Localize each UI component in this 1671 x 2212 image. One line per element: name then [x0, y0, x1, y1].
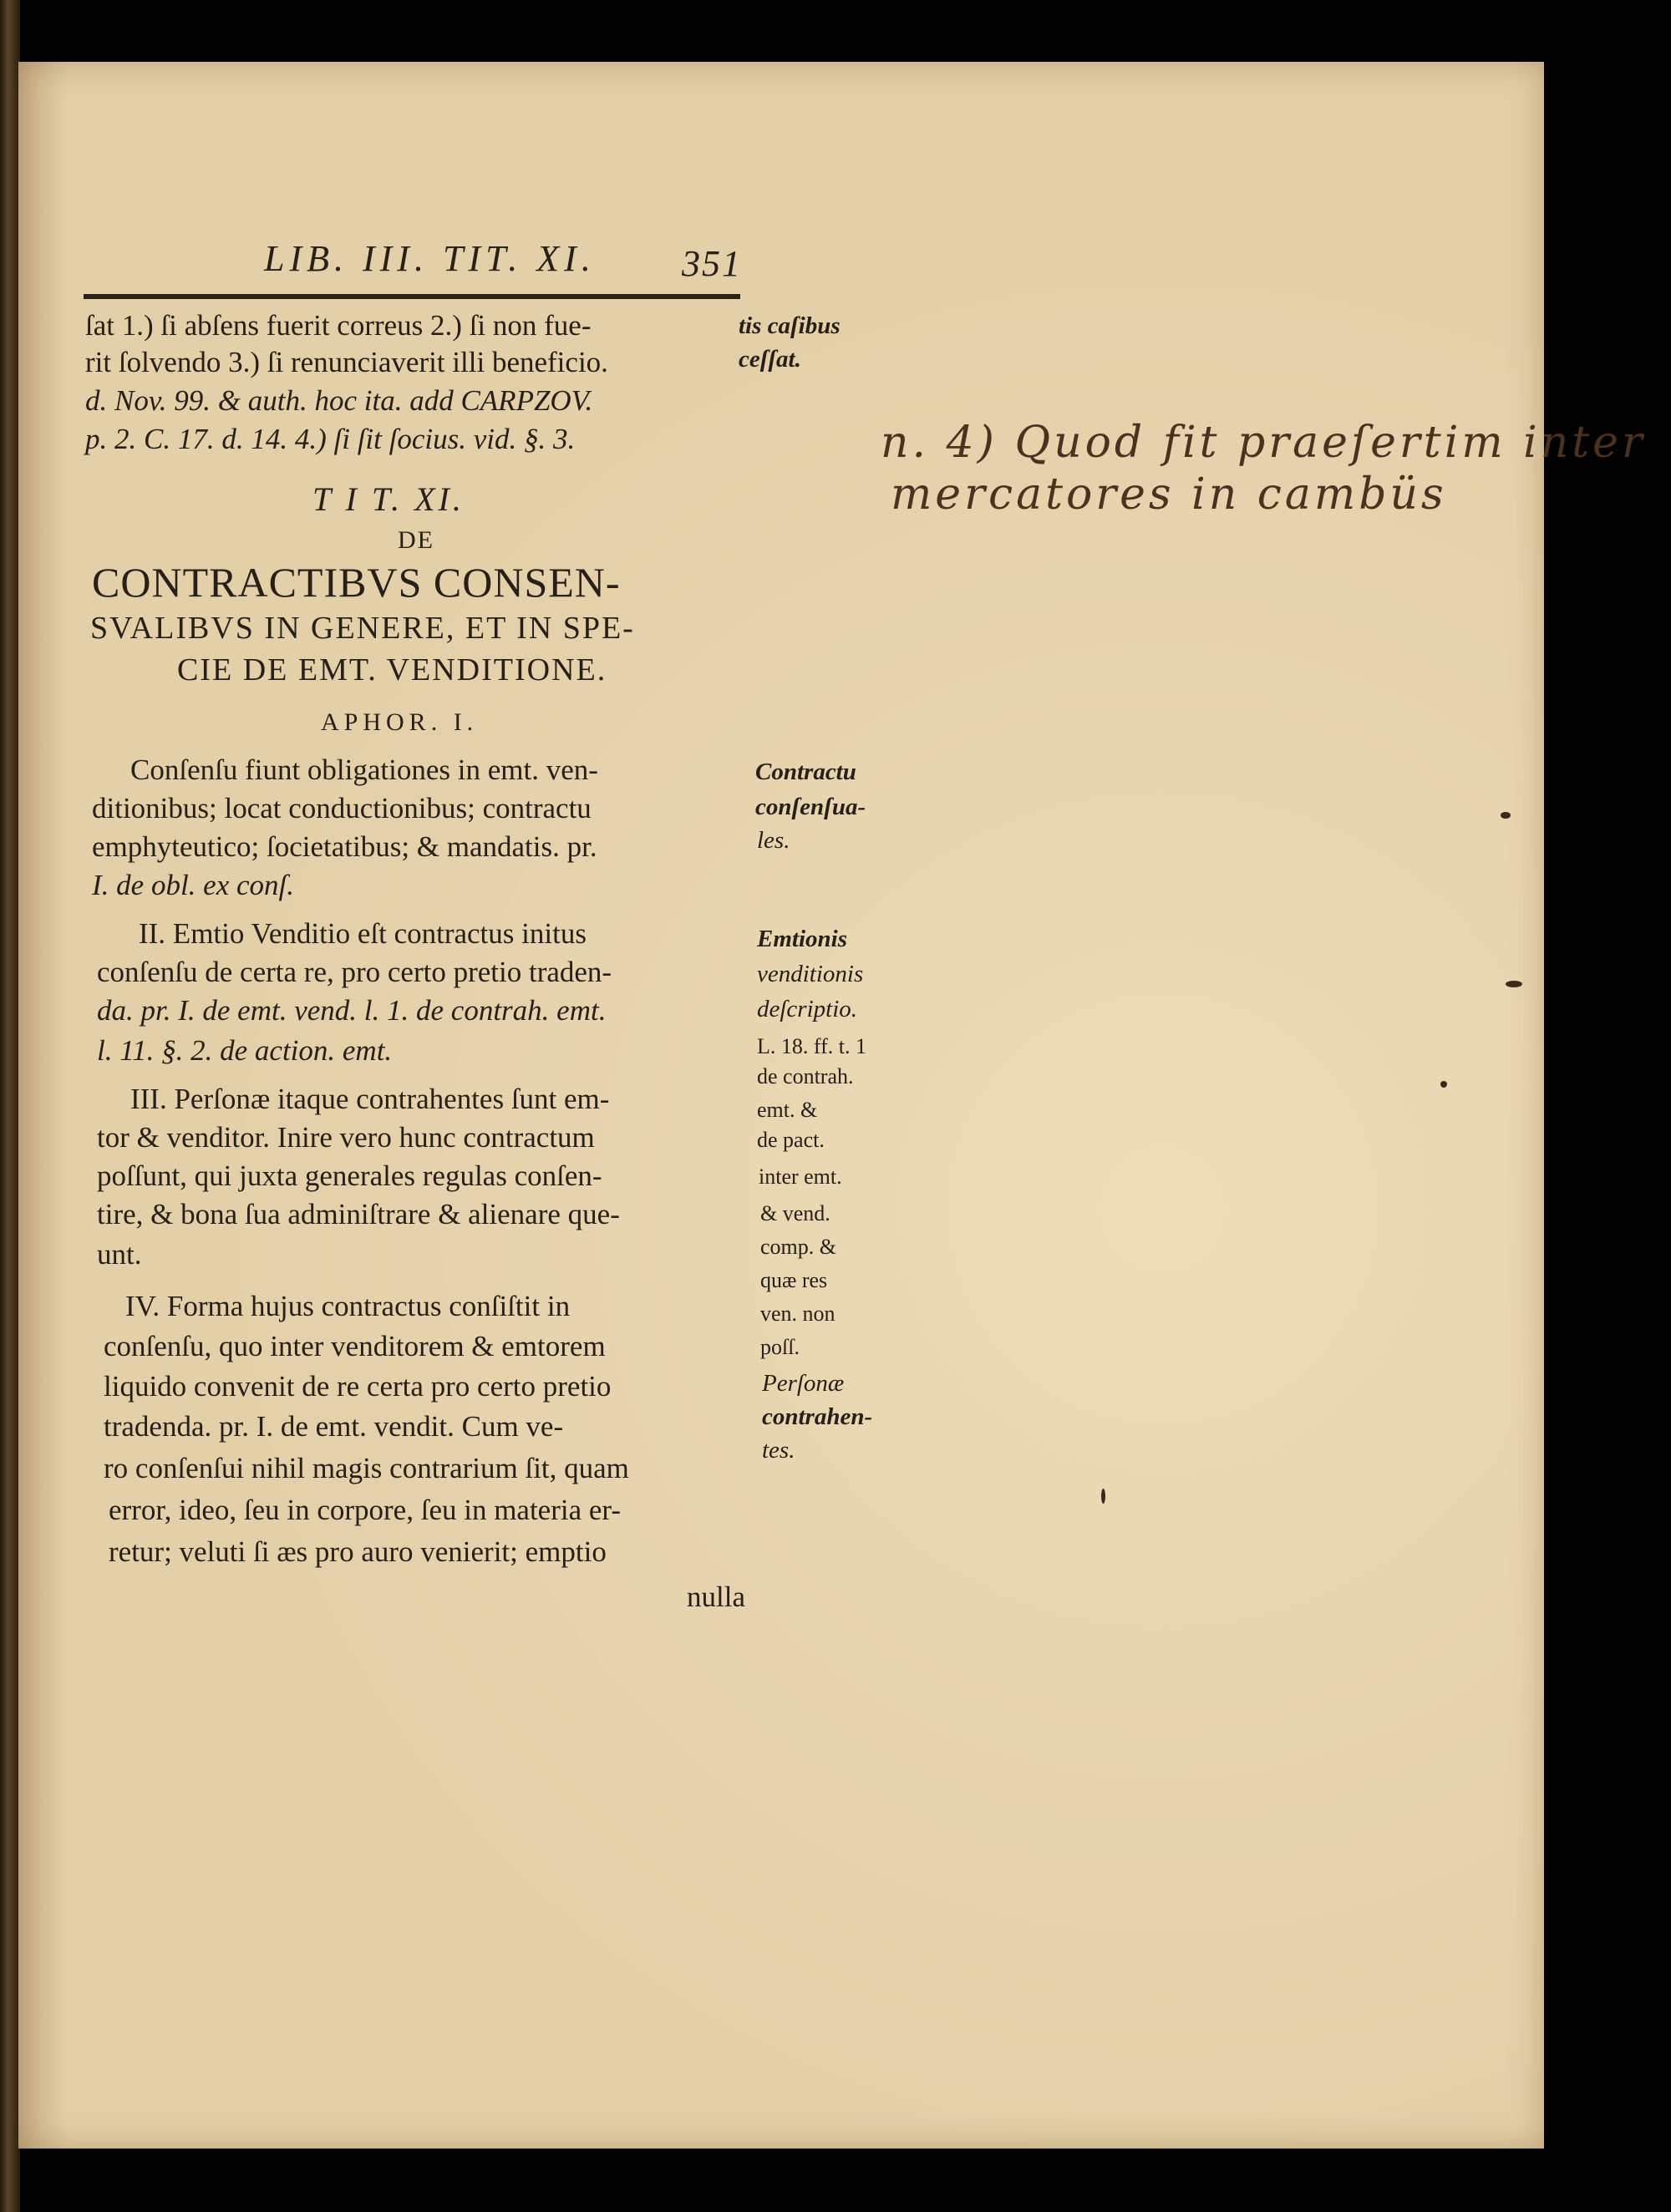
header-rule: [84, 294, 740, 299]
text-line: conſenſu, quo inter venditorem & emtorem: [104, 1330, 606, 1362]
title-tit: T I T. XI.: [312, 480, 465, 518]
title-line-3: CIE DE EMT. VENDITIONE.: [177, 652, 607, 687]
text-line: rit ſolvendo 3.) ſi renunciaverit illi beneficio.: [85, 346, 608, 378]
page-number: 351: [682, 243, 742, 284]
margin-note: venditionis: [757, 961, 864, 987]
text-line: l. 11. §. 2. de action. emt.: [97, 1034, 393, 1067]
text-line: d. Nov. 99. & auth. hoc ita. add CARPZOV.: [85, 384, 593, 417]
text-line: p. 2. C. 17. d. 14. 4.) ſi ſit ſocius. vid. §. 3.: [85, 423, 576, 455]
margin-note: tes.: [762, 1437, 795, 1464]
text-line: I. de obl. ex conſ.: [92, 869, 294, 901]
text-line: poſſunt, qui juxta generales regulas conſen-: [97, 1159, 602, 1192]
margin-note: deſcriptio.: [757, 996, 858, 1022]
margin-note: contrahen-: [762, 1403, 873, 1430]
margin-note: Contractu: [755, 758, 856, 785]
text-line: tradenda. pr. I. de emt. vendit. Cum ve-: [104, 1410, 564, 1443]
aphorism-heading: APHOR. I.: [321, 708, 479, 736]
catchword: nulla: [687, 1580, 745, 1613]
margin-note: ceſſat.: [739, 346, 801, 373]
text-line: da. pr. I. de emt. vend. l. 1. de contrah. emt.: [97, 994, 607, 1027]
margin-note: ven. non: [760, 1301, 836, 1326]
margin-note: les.: [757, 827, 790, 854]
text-line: II. Emtio Venditio eſt contractus initus: [139, 917, 587, 950]
text-line: IV. Forma hujus contractus conſiſtit in: [125, 1290, 571, 1322]
text-line: unt.: [97, 1238, 142, 1271]
text-line: ditionibus; locat conductionibus; contractu: [92, 792, 592, 824]
margin-note: Perſonæ: [762, 1370, 845, 1397]
handwritten-note-line-1: n. 4) Quod fit praeſertim inter: [881, 418, 1646, 468]
title-de: DE: [398, 526, 434, 554]
margin-note: & vend.: [760, 1201, 830, 1225]
text-line: tire, & bona ſua adminiſtrare & alienare que-: [97, 1198, 620, 1230]
text-line: III. Perſonæ itaque contrahentes ſunt em-: [130, 1083, 610, 1115]
margin-note: inter emt.: [759, 1164, 842, 1189]
margin-note: quæ res: [760, 1268, 828, 1292]
handwritten-note-line-2: mercatores in cambüs: [891, 469, 1447, 520]
title-line-2: SVALIBVS IN GENERE, ET IN SPE-: [90, 611, 635, 646]
text-line: liquido convenit de re certa pro certo pretio: [104, 1370, 612, 1403]
text-line: Conſenſu fiunt obligationes in emt. ven-: [130, 753, 598, 786]
margin-note: Emtionis: [757, 926, 847, 952]
running-head: LIB. III. TIT. XI.: [264, 238, 596, 279]
text-line: tor & venditor. Inire vero hunc contractum: [97, 1121, 595, 1154]
margin-note: de contrah.: [757, 1064, 854, 1088]
margin-note: de pact.: [757, 1128, 825, 1152]
text-line: conſenſu de certa re, pro certo pretio traden-: [97, 956, 612, 988]
text-line: error, ideo, ſeu in corpore, ſeu in materia er-: [109, 1494, 622, 1526]
text-line: ſat 1.) ſi abſens fuerit correus 2.) ſi non fue-: [85, 309, 592, 342]
text-line: ro conſenſui nihil magis contrarium ſit, quam: [104, 1452, 629, 1484]
margin-note: conſenſua-: [755, 794, 866, 820]
title-line-1: CONTRACTIBVS CONSEN-: [92, 559, 621, 606]
ink-mark: [1506, 981, 1522, 987]
margin-note: L. 18. ff. t. 1: [757, 1034, 866, 1058]
margin-note: tis caſibus: [739, 312, 841, 339]
ink-mark: [1440, 1081, 1447, 1088]
margin-note: comp. &: [760, 1235, 836, 1259]
margin-note: emt. &: [757, 1098, 818, 1122]
text-line: emphyteutico; ſocietatibus; & mandatis. pr.: [92, 830, 597, 863]
ink-mark: [1501, 812, 1511, 819]
text-line: retur; veluti ſi æs pro auro venierit; emptio: [109, 1535, 607, 1568]
ink-mark: [1101, 1489, 1105, 1504]
book-gutter: [0, 0, 20, 2212]
margin-note: poſſ.: [760, 1335, 800, 1359]
